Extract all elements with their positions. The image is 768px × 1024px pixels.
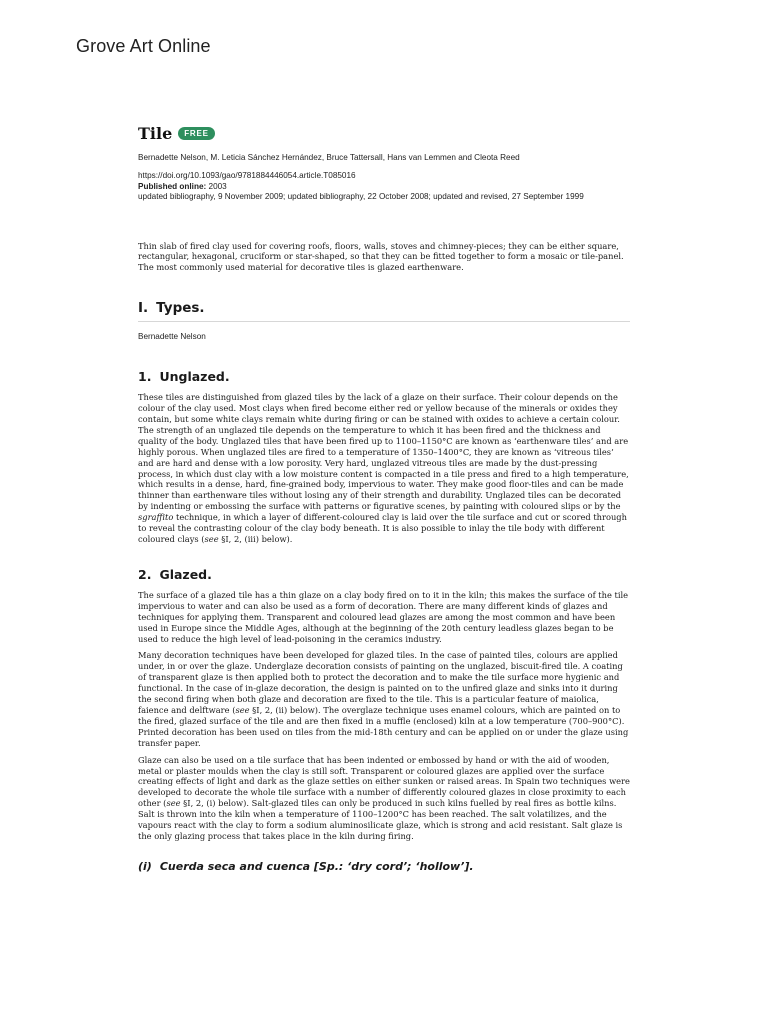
subsubsection-number: (i) [138, 859, 152, 873]
article [138, 122, 630, 873]
free-badge: FREE [178, 127, 215, 140]
article-authors[interactable]: Bernadette Nelson, M. Leticia Sánchez Hernández, Bruce Tattersall, Hans van Lemmen and Cleota Reed [138, 153, 520, 162]
paragraph-text: These tiles are distinguished from glazed tiles by the lack of a glaze on their surface. Their colour depends on the colour of the clay used. Most clays when fired become either red or yellow because of the minerals or oxides they contain, but some white clays remain white during firing or can be stained with oxides to achieve a certain colour. The strength of an unglazed tile depends on the temperature to which it has been fired and the thickness and quality of the body. Unglazed tiles that have been fired up to 1100–1150°C are known as ‘earthenware tiles’ and are highly porous. When unglazed tiles are fired to a temperature of 1350–1400°C, they are known as ‘vitreous tiles’ and are hard and dense with a low porosity. Very hard, unglazed vitreous tiles are made by the dust-pressing process, in which dust clay with a low moisture content is compacted in a tile press and fired to a high temperature, which results in a dense, hard, fine-grained body, impervious to water. They make good floor-tiles and can be made thinner than earthenware tiles without losing any of their strength and durability. Unglazed tiles can be decorated by indenting or embossing the surface with patterns or figurative scenes, by painting with coloured slips or by the [138, 392, 629, 512]
cross-reference-link[interactable]: §I, 2, (iii) below). [218, 534, 293, 544]
see-reference: see [204, 534, 219, 544]
subsection-title: Unglazed. [159, 369, 230, 385]
doi-link[interactable]: https://doi.org/10.1093/gao/9781884446054.article.T085016 [138, 171, 356, 180]
site-title[interactable]: Grove Art Online [76, 36, 211, 56]
update-history: updated bibliography, 9 November 2009; updated bibliography, 22 October 2008; updated and revised, 27 September 1999 [138, 192, 584, 201]
subsection-number: 1. [138, 369, 152, 385]
term-sgraffito: sgraffito [138, 512, 174, 523]
section-title: Types. [156, 300, 205, 317]
section-heading-types [138, 300, 630, 322]
published-value: 2003 [208, 181, 227, 191]
subsection-title: Glazed. [159, 566, 212, 582]
title-row [138, 122, 630, 144]
paragraph-text: Glaze can also be used on a tile surface that has been indented or embossed by hand or with the aid of wooden, metal or plaster moulds when the clay is still soft. Transparent or coloured glazes are applied over the surface creating effects of light and dark as the glaze settles on either sunken or raised areas. In Spain two techniques were developed to decorate the whole tile surface with a number of differently coloured glazes in close proximity to each other ( [138, 754, 630, 809]
glazed-paragraph-1: The surface of a glazed tile has a thin glaze on a clay body fired on to it in the kiln; this makes the surface of the tile impervious to water and can also be used as a form of decoration. There are many different kinds of glazes and techniques for applying them. Transparent and coloured lead glazes are among the most common and have been used in Europe since the Middle Ages, although at the beginning of the 20th century leadless glazes began to be used to reduce the high level of lead-poisoning in the ceramics industry. [138, 589, 629, 644]
unglazed-paragraph [138, 392, 630, 545]
subsubsection-heading-cuerda-seca [138, 860, 630, 873]
abstract-text: Thin slab of fired clay used for covering roofs, floors, walls, stoves and chimney-pieces; they can be either square, rectangular, hexagonal, cruciform or star-shaped, so that they can be fitted together to form a mosaic or tile-panel. The most commonly used material for decorative tiles is glazed earthenware. [138, 240, 624, 273]
paragraph-text: Many decoration techniques have been developed for glazed tiles. In the case of painted tiles, colours are applied under, in or over the glaze. Underglaze decoration consists of painting on the unglazed, biscuit-fired tile. A coating of transparent glaze is then applied both to protect the decoration and to make the tile surface more hygienic and functional. In the case of in-glaze decoration, the design is painted on to the unfired glaze and sinks into it during the second firing when both glaze and decoration are fixed to the tile. This is a particular feature of maiolica, faience and delftware ( [138, 650, 623, 715]
article-title: Tile [138, 123, 173, 143]
see-reference: see [235, 704, 250, 715]
paragraph-text: §I, 2, (ii) below). The overglaze technique uses enamel colours, which are painted on to the fired, glazed surface of the tile and are then fixed in a muffle (enclosed) kiln at a low temperature (700–900°C). Printed decoration has been used on tiles from the mid-18th century and can be applied on or under the glaze using transfer paper. [138, 704, 629, 748]
subsection-heading-glazed [138, 567, 630, 582]
subsection-heading-unglazed [138, 369, 630, 384]
glazed-paragraph-2 [138, 650, 630, 748]
subsection-number: 2. [138, 566, 152, 582]
published-label: Published online: [138, 181, 207, 191]
glazed-paragraph-3 [138, 755, 630, 842]
section-author[interactable]: Bernadette Nelson [138, 332, 206, 342]
abstract [138, 241, 630, 274]
see-reference: see [166, 798, 181, 809]
paragraph-text: §I, 2, (i) below). Salt-glazed tiles can only be produced in such kilns fuelled by real fires as bottle kilns. Salt is thrown into the kiln when a temperature of 1100–1200°C has been reached. The salt volatilizes, and the vapours react with the clay to form a sodium aluminosilicate glaze, which is strong and acid resistant. Salt glaze is the only glazing process that takes place in the kiln during firing. [138, 798, 623, 841]
subsubsection-title: Cuerda seca and cuenca [Sp.: ‘dry cord’; ‘hollow’]. [159, 859, 474, 873]
section-number: I. [138, 300, 149, 317]
article-meta [138, 171, 630, 203]
paragraph-text: technique, in which a layer of different-coloured clay is laid over the tile surface and cut or scored through to reveal the contrasting colour of the clay body beneath. It is also possible to inlay the tile body with different coloured clays ( [138, 512, 627, 544]
published-line [138, 182, 630, 193]
